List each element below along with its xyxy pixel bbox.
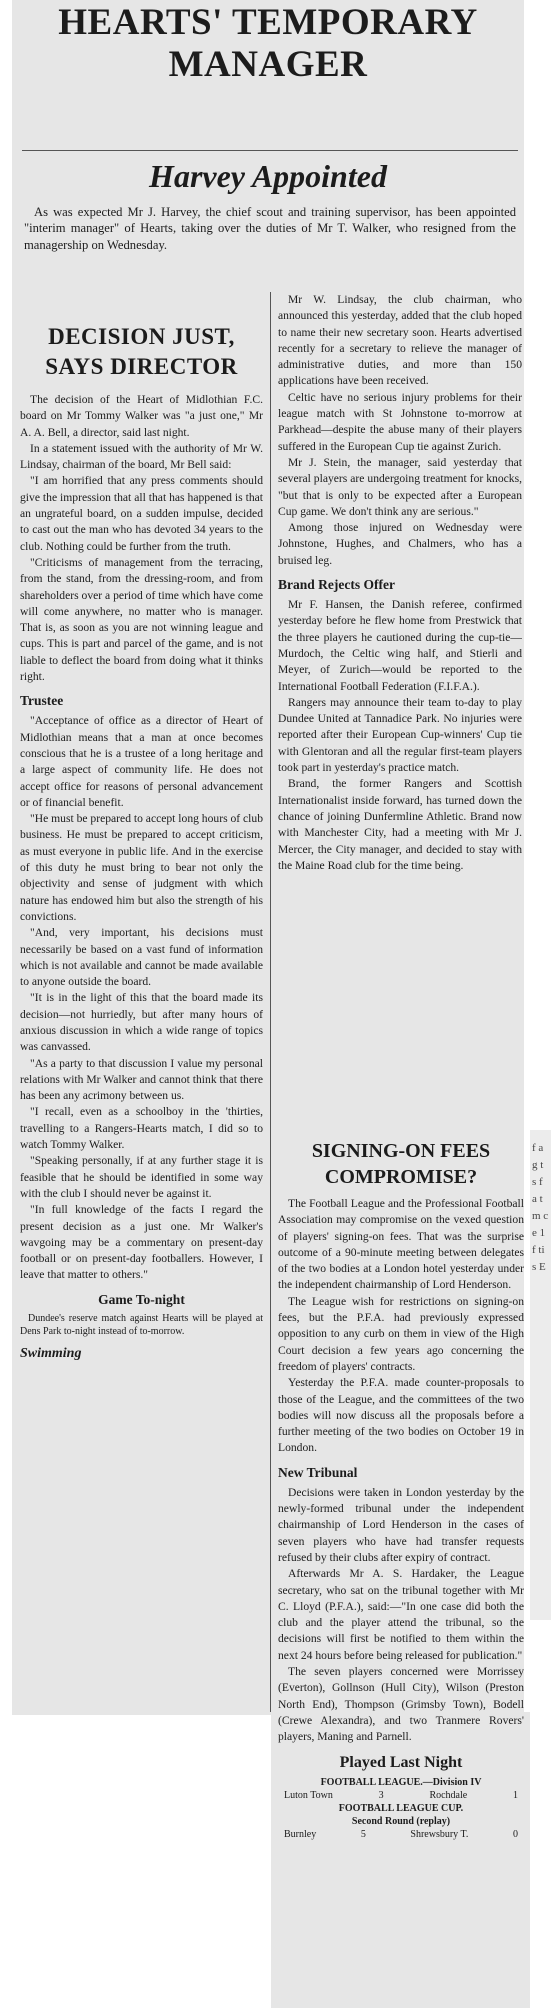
celtic-paragraph: Celtic have no serious injury problems for their league match with St Johnstone to-morrow at Parkhead—despite the abuse many of their players suffered in the European Cup tie against Zurich. [278,390,522,453]
fees-paragraph: The Football League and the Professional Football Association may compromise on the vexed question of players' signing-on fees. That was the surprise outcome of a 90-minute meeting between delegates of the two bodies at a London hotel yesterday under the independent chairmanship of Lord Henderson. [278,1197,524,1292]
cup-home-score: 5 [360,1828,366,1840]
celtic-paragraph: Mr J. Stein, the manager, said yesterday that several players are undergoing treatment for knocks, "but that is only to be expected after a European Cup game. We don't think any are serious." [278,455,522,518]
decision-paragraph: "As a party to that discussion I value my personal relations with Mr Walker and cannot think that there has been any acrimony between us. [20,1056,263,1103]
league-away-score: 1 [513,1789,518,1801]
column-divider [270,292,271,1712]
decision-paragraph: The decision of the Heart of Midlothian F.C. board on Mr Tommy Walker was "a just one," Mr A. A. Bell, a director, said last night. [20,393,263,439]
cup-heading: FOOTBALL LEAGUE CUP. [338,1802,464,1814]
league-home-team: Luton Town [284,1789,333,1801]
intro-text: As was expected Mr J. Harvey, the chief scout and training supervisor, has been appointed "interim manager" of Hearts, taking over the duties of Mr T. Walker, who resigned from the managership on Wednesday. [24,205,516,252]
played-last-night-heading: Played Last Night [339,1753,463,1771]
tribunal-paragraph: Afterwards Mr A. S. Hardaker, the League secretary, who sat on the tribunal together with Mr C. Lloyd (P.F.A.), said:—"In one case did both the club and the player attend the tribunal, so the decisions will first be notified to them within the next 24 hours before being released for publication." [278,1567,524,1662]
game-tonight-heading: Game To-night [98,1291,185,1307]
league-result-row [284,1789,518,1802]
main-headline: HEARTS' TEMPORARY MANAGER [58,2,478,85]
article-decision-column [20,318,263,1710]
headline-rule [22,150,518,151]
cup-round: Second Round (replay) [351,1815,451,1827]
decision-paragraph: "I am horrified that any press comments should give the impression that all that has happened is that an ungrateful board, on a sudden impulse, decided to cast out the man who has devoted 34 years to the club. Nothing could be further from the truth. [20,474,263,553]
fees-paragraph: Yesterday the P.F.A. made counter-proposals to those of the League, and the committees of the two bodies will now discuss all the proposals before a further meeting of the two bodies on October 19 in London. [278,1376,524,1455]
tribunal-paragraph: Decisions were taken in London yesterday by the newly-formed tribunal under the independent chairmanship of Lord Henderson in the cases of seven players who have had transfer requests refused by their clubs after expiry of contract. [278,1485,524,1564]
league-away-team: Rochdale [429,1789,468,1801]
decision-paragraph: "In full knowledge of the facts I regard the present decision as a just one. Mr Walker's wavgoing may be a commentary on present-day football or on present-day footballers. However, I leave that matter to others." [20,1203,263,1282]
decision-heading: DECISION JUST, SAYS DIRECTOR [45,324,238,379]
celtic-paragraph: Among those injured on Wednesday were Johnstone, Hughes, and Chalmers, who has a bruised leg. [278,521,522,567]
decision-paragraph: "Criticisms of management from the terracing, from the stand, from the dressing-room, and from shareholders over a period of time which have come will come anywhere, no matter who is manager. That is, as soon as you are not winning league and cups. This is part and parcel of the game, and is not liable to deflect the board from doing what it thinks right. [20,555,263,684]
game-tonight-text: Dundee's reserve match against Hearts will be played at Dens Park to-night instead of to-morrow. [20,1312,263,1337]
brand-paragraph: Mr F. Hansen, the Danish referee, confirmed yesterday before he flew home from Prestwick that the three players he cautioned during the cup-tie—Murdoch, the Celtic wing half, and Stierli and Meyer, of Zurich—would be reported to the International Football Federation (F.I.F.A.). [278,598,522,693]
swimming-heading: Swimming [20,1345,82,1361]
tribunal-paragraph: The seven players concerned were Morrissey (Everton), Gollnson (Hull City), Wilson (Preston North End), Thompson (Grimsby Town), Bodell (Crewe Alexandra), and two Tranmere Rovers' players, Maning and Parnell. [278,1665,524,1744]
decision-paragraph: "And, very important, his decisions must necessarily be based on a vast fund of information which is not available and cannot be made available to anyone outside the board. [20,926,263,989]
decision-paragraph: "I recall, even as a schoolboy in the 'thirties, travelling to a Rangers-Hearts match, I did so to watch Tommy Walker. [20,1105,263,1152]
intro-paragraph [24,204,516,253]
league-heading: FOOTBALL LEAGUE.—Division IV [320,1776,482,1788]
decision-paragraph: In a statement issued with the authority of Mr W. Lindsay, chairman of the board, Mr Bell said: [20,441,263,472]
cup-away-team: Shrewsbury T. [410,1828,469,1840]
sub-headline: Harvey Appointed [149,158,387,194]
brand-heading: Brand Rejects Offer [278,577,395,593]
edge-column-fragment: f a g t s f a t m c e 1 f ti s E [532,1142,549,1273]
trustee-subhead: Trustee [20,693,64,709]
brand-paragraph: Rangers may announce their team to-day to play Dundee United at Tannadice Park. No injuries were reported after their European Cup-winners' Cup tie with Glentoran and all the regular first-team players took part in yesterday's practice match. [278,695,522,775]
cup-home-team: Burnley [284,1828,317,1840]
celtic-paragraph: Mr W. Lindsay, the club chairman, who announced this yesterday, added that the club hoped to name their new secretary soon. Hearts advertised recently for a secretary to relieve the manager of administrative duties, and more than 150 applications have been received. [278,293,522,388]
article-fees-column [278,1130,524,2008]
article-celtic-column [278,292,522,1142]
cup-result-row [284,1828,518,1841]
tribunal-heading: New Tribunal [278,1464,358,1480]
decision-paragraph: "Acceptance of office as a director of Heart of Midlothian means that a man at once becomes conscious that he is a trustee of a long heritage and a large aspect of community life. He does not accept office for reasons of personal advancement or of financial benefit. [20,714,263,809]
decision-paragraph: "He must be prepared to accept long hours of club business. He must be prepared to accept criticism, as must everyone in public life. And in the exercise of this duty he must bring to bear not only the objectivity and sense of judgment with which nature has endowed him but also the strength of his convictions. [20,812,263,923]
decision-paragraph: "It is in the light of this that the board made its decision—not hurriedly, but after many hours of anxious discussion in which a wide range of topics was canvassed. [20,991,263,1054]
fees-heading: SIGNING-ON FEES COMPROMISE? [311,1140,491,1188]
fees-paragraph: The League wish for restrictions on signing-on fees, but the P.F.A. had previously expressed opposition to any curb on them in view of the High Court decision a few years ago concerning the freedom of players' contracts. [278,1294,524,1373]
decision-paragraph: "Speaking personally, if at any further stage it is feasible that he should be identified in some way with the club I should never be against it. [20,1154,263,1200]
brand-paragraph: Brand, the former Rangers and Scottish Internationalist inside forward, has turned down the chance of joining Dunfermline Athletic. Brand now with Manchester City, had a meeting with Mr J. Mercer, the City manager, and decided to stay with the Maine Road club for the time being. [278,777,522,872]
cup-away-score: 0 [512,1828,518,1840]
league-home-score: 3 [378,1789,384,1801]
